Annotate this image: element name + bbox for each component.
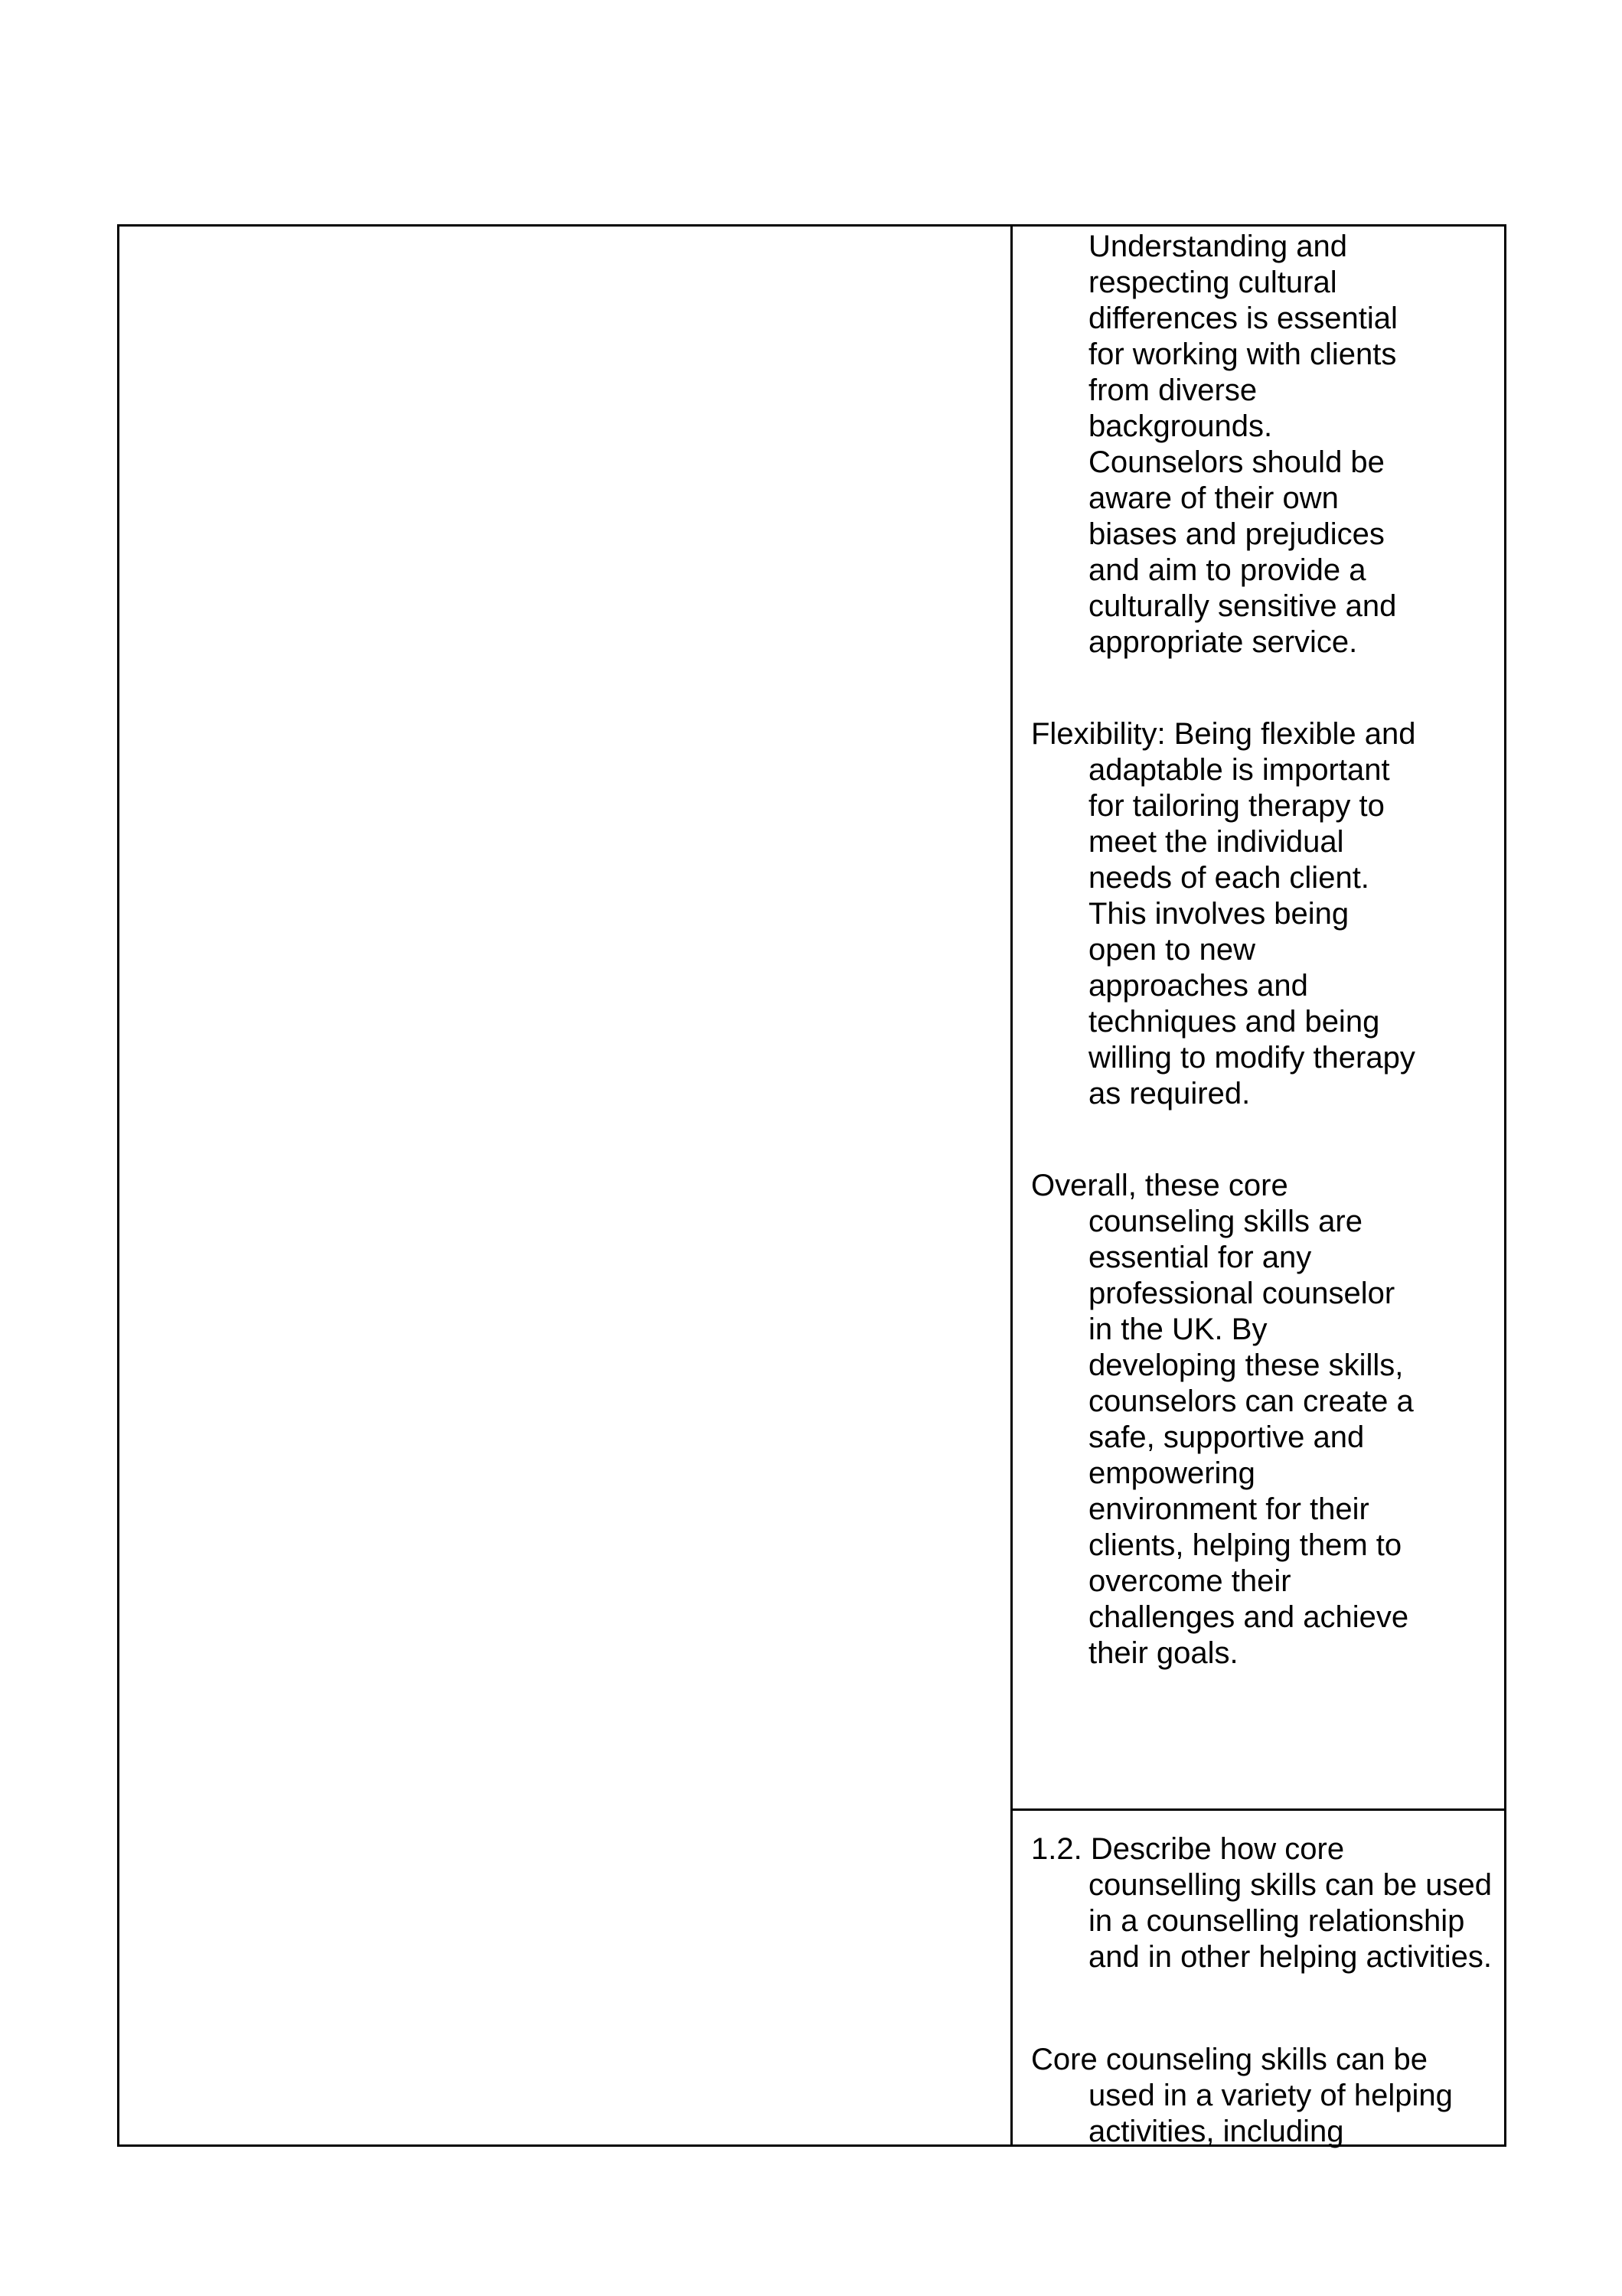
right-top-cell [1013, 227, 1504, 1811]
paragraph: Overall, these core counseling skills are essential for any professional counselor in the UK. By developing these skills, counselors can create a safe, supportive and empowering environment for their clients, helping them to overcome their challenges and achieve their goals. [1031, 1169, 1414, 1670]
assessment-table [117, 224, 1506, 2147]
table-right-column [1013, 227, 1504, 2148]
table-cell-left-empty [119, 227, 1013, 2144]
paragraph: Understanding and respecting cultural differences is essential for working with clients from diverse backgrounds. Counselors should be aware of their own biases and prejudices and aim to provide a culturally sensitive and appropriate service. [1088, 230, 1398, 659]
paragraph: 1.2. Describe how core counselling skills can be used in a counselling relationship and in other helping activities. [1031, 1832, 1492, 1974]
right-bottom-cell [1013, 1811, 1504, 2148]
paragraph: Core counseling skills can be used in a variety of helping activities, including [1031, 2043, 1453, 2148]
paragraph: Flexibility: Being flexible and adaptable is important for tailoring therapy to meet the individual needs of each client. This involves being open to new approaches and techniques and being willing to modify therapy as required. [1031, 717, 1416, 1110]
